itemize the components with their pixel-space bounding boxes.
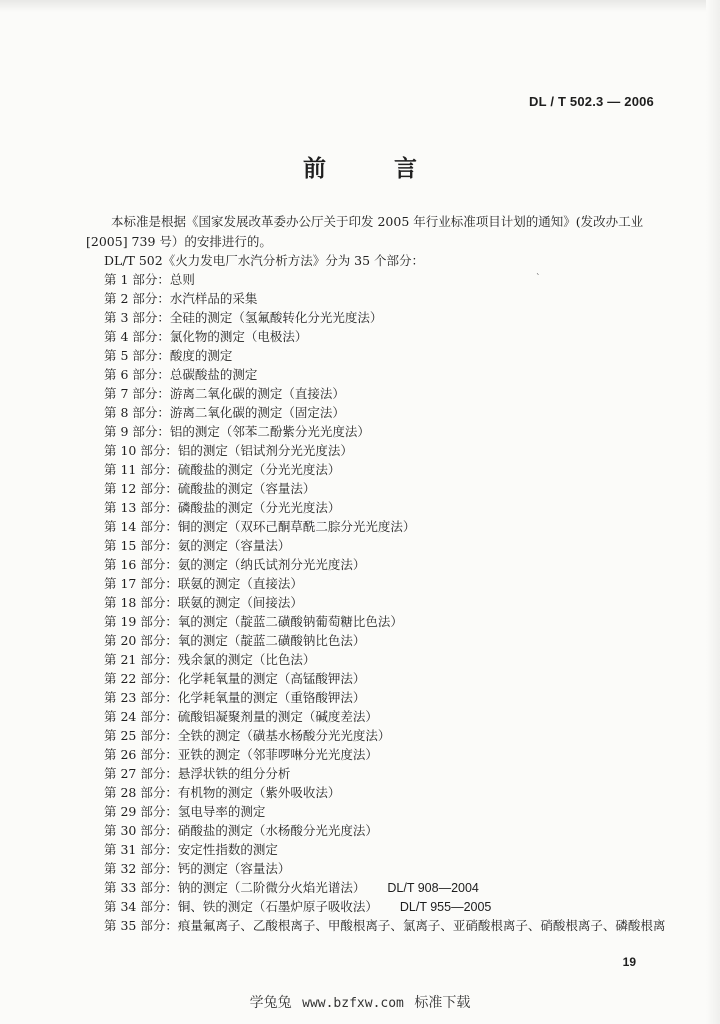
scan-speck: ˋ [536, 274, 541, 284]
part-title: 氯化物的测定（电极法） [169, 329, 308, 344]
part-title: 悬浮状铁的组分分析 [177, 766, 291, 781]
part-title: 铝的测定（邻苯二酚紫分光光度法） [169, 424, 370, 439]
part-title: 硫酸铝凝聚剂量的测定（碱度差法） [177, 709, 378, 724]
part-number: 第 19 部分： [104, 614, 178, 629]
part-number: 第 9 部分： [104, 424, 170, 439]
parts-list [104, 270, 704, 935]
part-title: 水汽样品的采集 [169, 291, 258, 306]
part-title: 残余氯的测定（比色法） [177, 652, 316, 667]
part-number: 第 1 部分： [104, 272, 170, 287]
part-number: 第 14 部分： [104, 519, 178, 534]
part-title: 氧的测定（靛蓝二磺酸钠葡萄糖比色法） [177, 614, 403, 629]
part-title: 铜、铁的测定（石墨炉原子吸收法） [177, 899, 378, 914]
part-title: 硝酸盐的测定（水杨酸分光光度法） [177, 823, 378, 838]
part-number: 第 4 部分： [104, 329, 170, 344]
part-number: 第 2 部分： [104, 291, 170, 306]
part-title: 游离二氧化碳的测定（直接法） [169, 386, 345, 401]
part-number: 第 7 部分： [104, 386, 170, 401]
list-item [104, 878, 704, 897]
list-item [104, 669, 704, 688]
list-item [104, 859, 704, 878]
part-number: 第 8 部分： [104, 405, 170, 420]
footer-slogan: 标准下载 [414, 995, 471, 1011]
part-number: 第 25 部分： [104, 728, 178, 743]
part-title: 化学耗氧量的测定（重铬酸钾法） [177, 690, 366, 705]
part-title: 总碳酸盐的测定 [169, 367, 258, 382]
list-item [104, 783, 704, 802]
intro-line-2: [2005] 739 号）的安排进行的。 [86, 233, 272, 249]
part-title: 安定性指数的测定 [177, 842, 278, 857]
part-title: 氢电导率的测定 [177, 804, 266, 819]
part-number: 第 20 部分： [104, 633, 178, 648]
part-title: 总则 [169, 272, 195, 287]
part-number: 第 32 部分： [104, 861, 178, 876]
scan-edge-top [0, 0, 720, 12]
part-title: 钙的测定（容量法） [177, 861, 291, 876]
list-item [104, 821, 704, 840]
list-item [104, 479, 704, 498]
part-title: 痕量氟离子、乙酸根离子、甲酸根离子、氯离子、亚硝酸根离子、硝酸根离子、磷酸根离 [177, 918, 666, 933]
list-item [104, 631, 704, 650]
list-item [104, 688, 704, 707]
part-title: 铜的测定（双环己酮草酰二腙分光光度法） [177, 519, 416, 534]
part-number: 第 10 部分： [104, 443, 178, 458]
list-item [104, 707, 704, 726]
footer-site-name: 学兔兔 [249, 995, 292, 1011]
list-item [104, 517, 704, 536]
part-number: 第 34 部分： [104, 899, 178, 914]
list-item [104, 403, 704, 422]
part-number: 第 16 部分： [104, 557, 178, 572]
part-number: 第 27 部分： [104, 766, 178, 781]
list-item [104, 745, 704, 764]
part-title: 联氨的测定（直接法） [177, 576, 303, 591]
list-item [104, 460, 704, 479]
part-number: 第 30 部分： [104, 823, 178, 838]
page-number: 19 [622, 955, 636, 969]
part-title: 氨的测定（纳氏试剂分光光度法） [177, 557, 366, 572]
intro-paragraph [86, 212, 686, 251]
list-item [104, 441, 704, 460]
part-reference: DL/T 955—2005 [399, 900, 492, 914]
part-title: 亚铁的测定（邻菲啰啉分光光度法） [177, 747, 378, 762]
list-item [104, 802, 704, 821]
part-number: 第 12 部分： [104, 481, 178, 496]
part-number: 第 6 部分： [104, 367, 170, 382]
list-item [104, 498, 704, 517]
list-item [104, 365, 704, 384]
part-title: 联氨的测定（间接法） [177, 595, 303, 610]
list-item [104, 327, 704, 346]
part-title: 有机物的测定（紫外吸收法） [177, 785, 341, 800]
part-title: 游离二氧化碳的测定（固定法） [169, 405, 345, 420]
part-title: 氨的测定（容量法） [177, 538, 291, 553]
list-item [104, 612, 704, 631]
list-item [104, 289, 704, 308]
footer-url[interactable]: www.bzfxw.com [302, 996, 404, 1011]
part-number: 第 31 部分： [104, 842, 178, 857]
list-item [104, 422, 704, 441]
footer-watermark [0, 992, 720, 1012]
part-title: 铝的测定（铝试剂分光光度法） [177, 443, 353, 458]
list-item [104, 574, 704, 593]
part-number: 第 35 部分： [104, 918, 178, 933]
list-item [104, 650, 704, 669]
part-title: 钠的测定（二阶微分火焰光谱法） [177, 880, 366, 895]
part-number: 第 11 部分： [104, 462, 178, 477]
list-item [104, 593, 704, 612]
part-title: 酸度的测定 [169, 348, 233, 363]
part-title: 硫酸盐的测定（分光光度法） [177, 462, 341, 477]
part-number: 第 17 部分： [104, 576, 178, 591]
part-title: 化学耗氧量的测定（高锰酸钾法） [177, 671, 366, 686]
list-item [104, 536, 704, 555]
part-number: 第 15 部分： [104, 538, 178, 553]
part-number: 第 29 部分： [104, 804, 178, 819]
part-number: 第 24 部分： [104, 709, 178, 724]
part-number: 第 22 部分： [104, 671, 178, 686]
list-item [104, 555, 704, 574]
intro-line-3: DL/T 502《火力发电厂水汽分析方法》分为 35 个部分： [104, 253, 425, 268]
part-number: 第 13 部分： [104, 500, 178, 515]
part-title: 硫酸盐的测定（容量法） [177, 481, 316, 496]
list-item [104, 384, 704, 403]
list-item [104, 840, 704, 859]
part-number: 第 21 部分： [104, 652, 178, 667]
list-item [104, 726, 704, 745]
part-reference: DL/T 908—2004 [387, 881, 479, 895]
list-item [104, 897, 704, 916]
standard-code: DL / T 502.3 — 2006 [529, 94, 654, 109]
part-title: 氧的测定（靛蓝二磺酸钠比色法） [177, 633, 366, 648]
list-item [104, 916, 704, 935]
list-item [104, 346, 704, 365]
page-title: 前 言 [302, 155, 447, 182]
part-number: 第 18 部分： [104, 595, 178, 610]
part-number: 第 26 部分： [104, 747, 178, 762]
part-title: 全硅的测定（氢氟酸转化分光光度法） [169, 310, 383, 325]
list-item [104, 764, 704, 783]
part-title: 磷酸盐的测定（分光光度法） [177, 500, 341, 515]
intro-line-1: 本标准是根据《国家发展改革委办公厅关于印发 2005 年行业标准项目计划的通知》(发改办工业 [111, 214, 644, 229]
list-item [104, 270, 704, 289]
part-number: 第 3 部分： [104, 310, 170, 325]
part-number: 第 33 部分： [104, 880, 178, 895]
list-item [104, 308, 704, 327]
part-number: 第 28 部分： [104, 785, 178, 800]
part-number: 第 23 部分： [104, 690, 178, 705]
part-title: 全铁的测定（磺基水杨酸分光光度法） [177, 728, 391, 743]
part-number: 第 5 部分： [104, 348, 170, 363]
